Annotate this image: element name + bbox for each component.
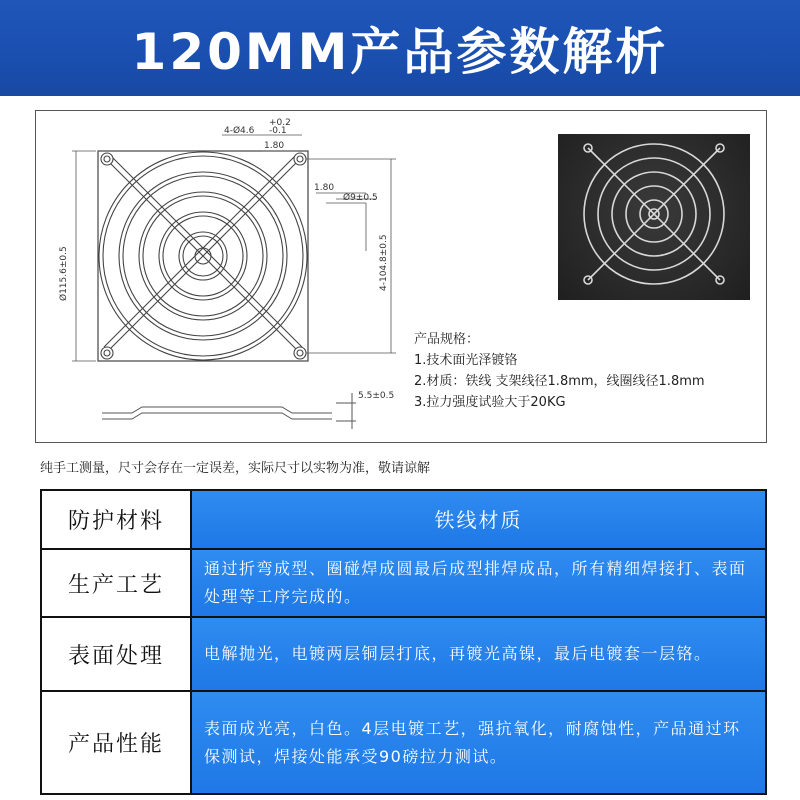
dim-wire-1: 1.80 [264,141,285,151]
row-value-text: 表面成光亮，白色。4层电镀工艺，强抗氧化，耐腐蚀性，产品通过环保测试，焊接处能承受90磅拉力测试。 [204,718,741,766]
row-value [192,491,765,548]
fan-guard-photo-icon [558,134,750,300]
table-row [42,548,765,616]
dim-outer: Ø115.6±0.5 [59,246,69,301]
dim-holes-tol-upper: +0.2 [269,118,291,128]
row-value-text: 通过折弯成型、圈碰焊成圆最后成型排焊成品，所有精细焊接打、表面处理等工序完成的。 [204,559,747,606]
dim-wire-2: 1.80 [314,183,335,193]
dim-height: 5.5±0.5 [358,391,395,401]
specs-heading: 产品规格： [414,332,480,347]
spec-line-3: 3.拉力强度试验大于20KG [414,395,566,410]
row-value [192,550,765,616]
row-label: 防护材料 [42,491,192,548]
side-profile [102,393,356,429]
row-value [192,618,765,690]
row-value-text: 铁线材质 [434,507,523,532]
row-label: 产品性能 [42,692,192,793]
row-label: 生产工艺 [42,550,192,616]
row-value [192,692,765,793]
spec-line-2: 2.材质：铁线 支架线径1.8mm，线圈线径1.8mm [414,374,705,389]
guard-supports [104,157,302,351]
table-row [42,491,765,548]
row-value-text: 电解抛光，电镀两层铜层打底，再镀光高镍，最后电镀套一层铬。 [204,644,712,663]
dim-center: Ø9±0.5 [343,193,378,203]
title-banner [0,0,800,96]
spec-line-1: 1.技术面光泽镀铬 [414,353,518,368]
product-photo [558,134,750,300]
product-specs [414,329,764,413]
technical-drawing-panel [35,110,767,443]
dim-holes: 4-Ø4.6 [224,126,255,136]
table-row [42,616,765,690]
parameter-table [40,489,767,795]
dim-holes-tol-lower: -0.1 [269,126,287,136]
table-row [42,690,765,793]
page-title: 120MM产品参数解析 [131,23,669,81]
measurement-note: 纯手工测量，尺寸会存在一定误差，实际尺寸以实物为准，敬请谅解 [40,461,431,476]
dim-spacing: 4-104.8±0.5 [379,234,389,291]
dimension-lines [72,135,396,361]
row-label: 表面处理 [42,618,192,690]
